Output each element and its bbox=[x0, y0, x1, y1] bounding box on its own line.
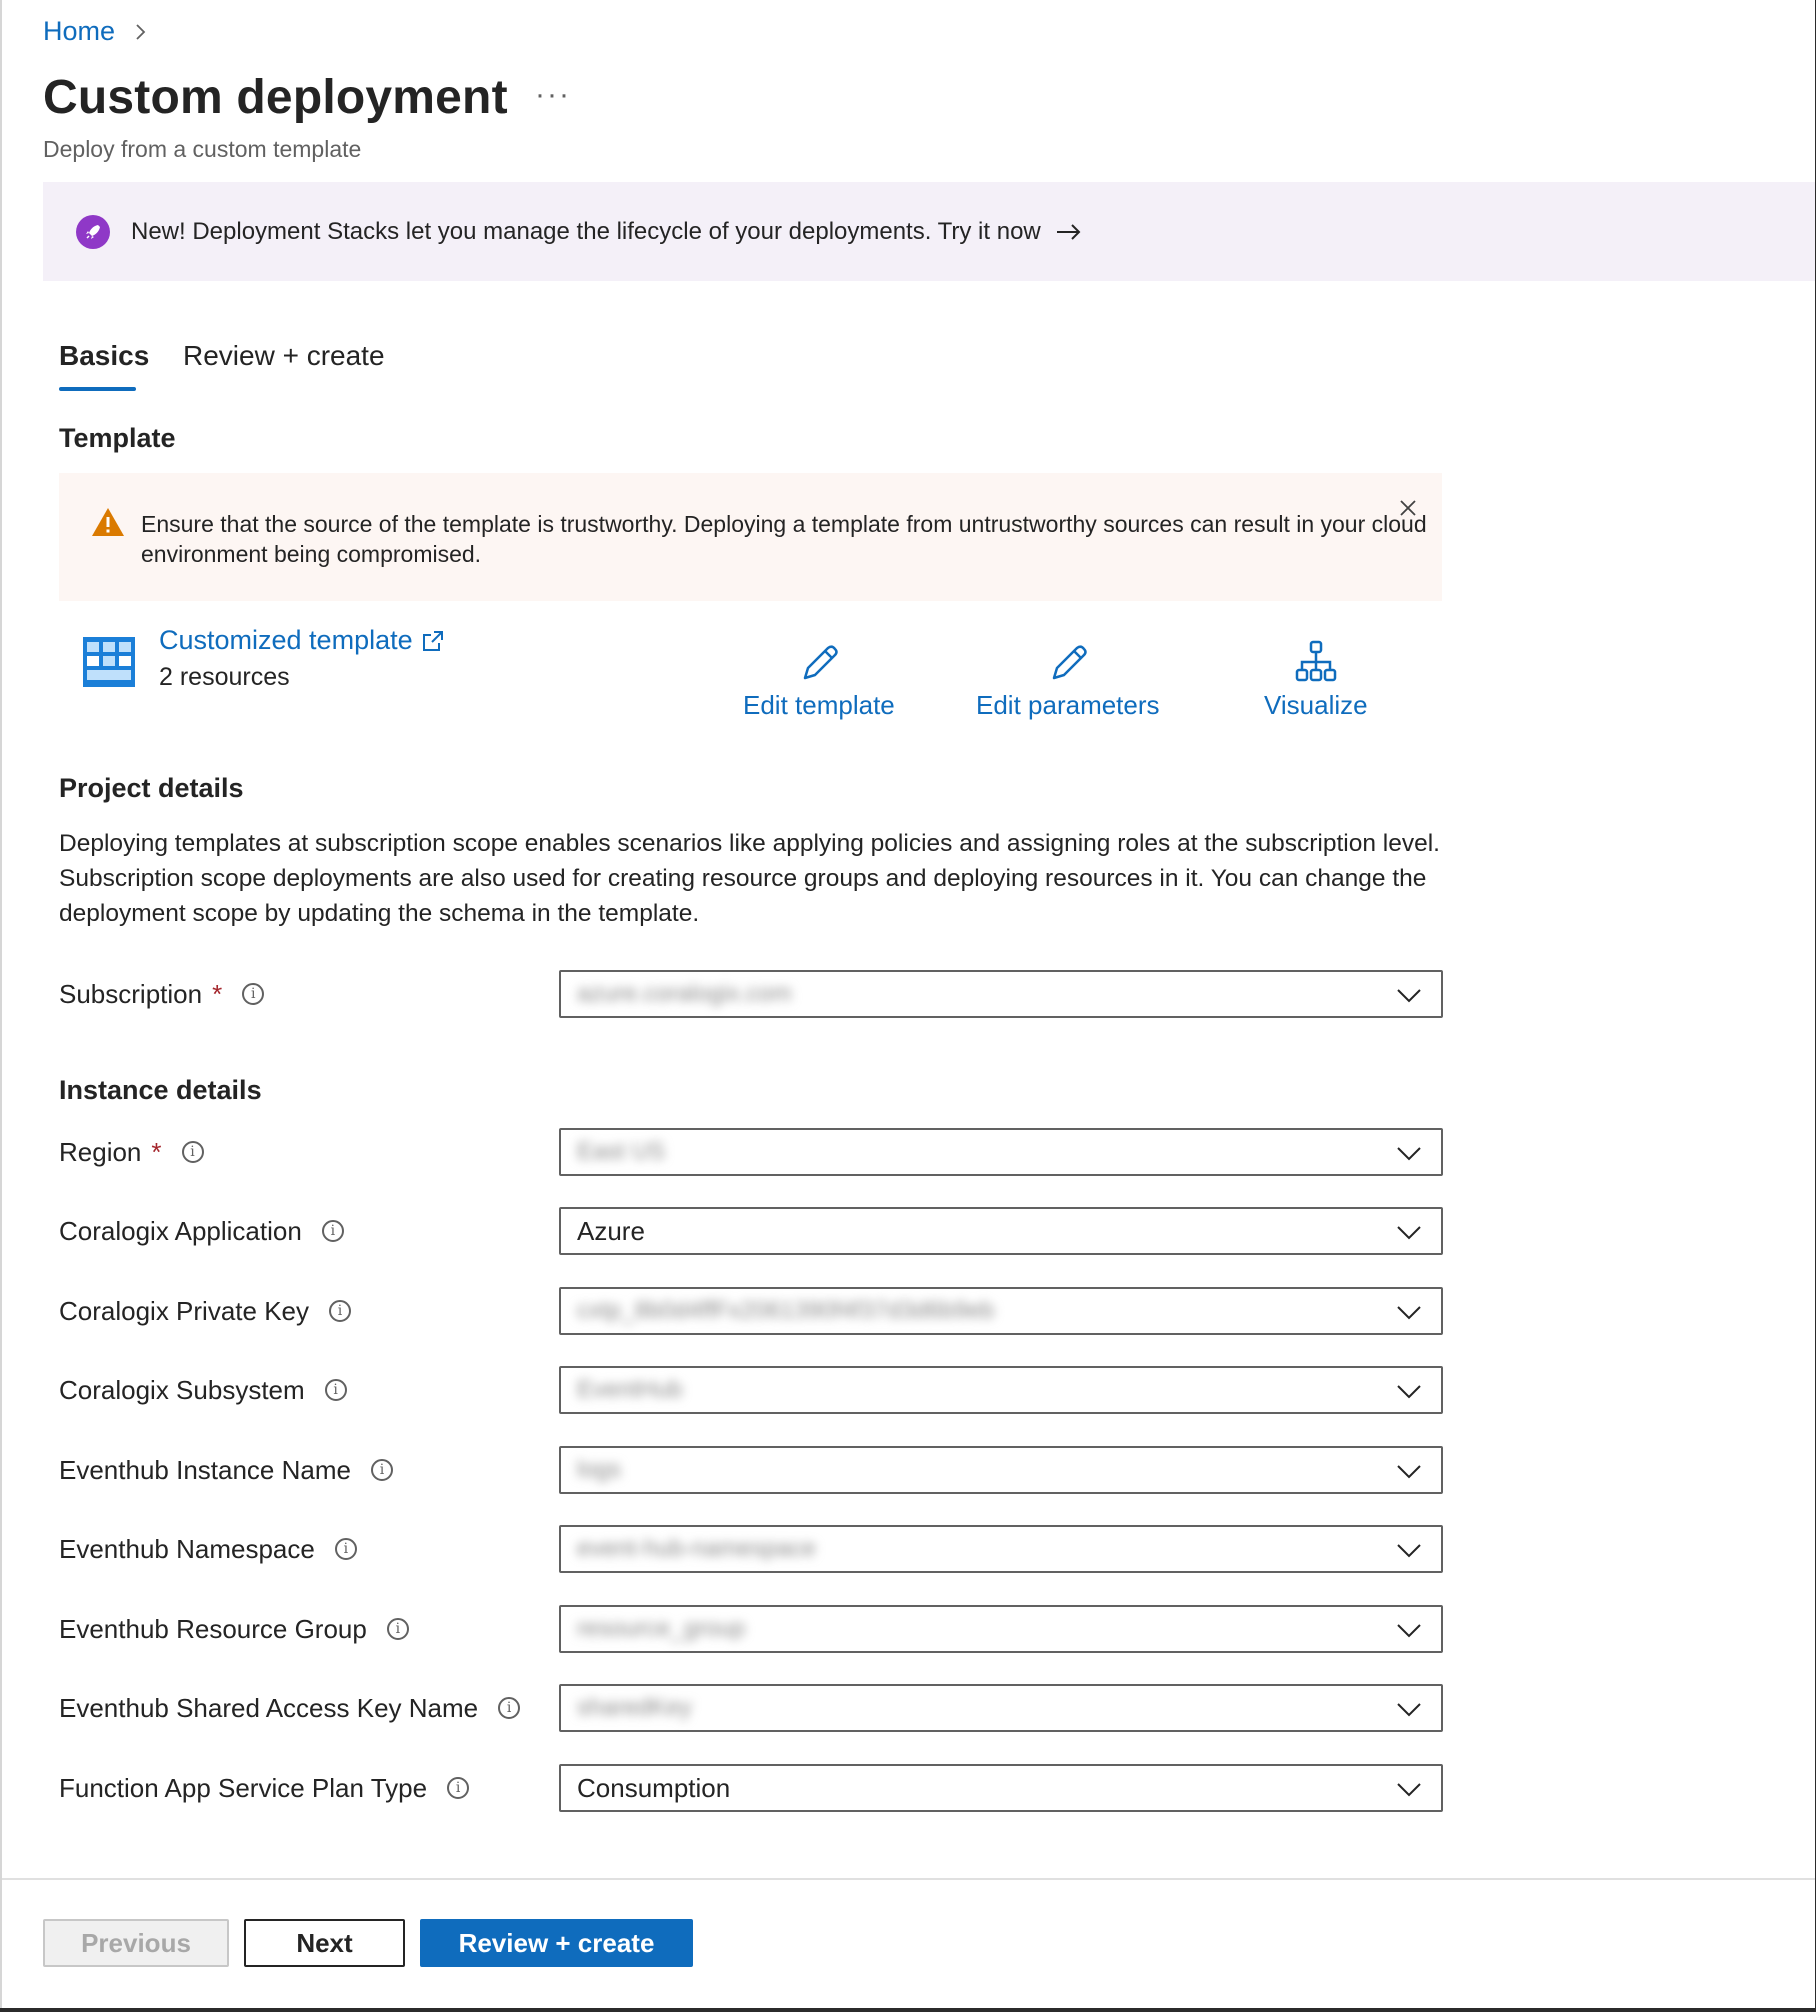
eventhub-instance-name-dropdown[interactable] bbox=[559, 1446, 1443, 1494]
subscription-label bbox=[59, 970, 264, 1018]
tab-review-create[interactable]: Review + create bbox=[183, 340, 385, 371]
chevron-right-icon bbox=[129, 21, 151, 43]
eventhub-resource-group-value: resource_group bbox=[577, 1615, 746, 1642]
warning-icon bbox=[91, 507, 125, 537]
template-heading: Template bbox=[59, 423, 176, 453]
edit-parameters-button[interactable] bbox=[976, 640, 1160, 721]
tab-basics[interactable]: Basics bbox=[59, 340, 150, 371]
active-tab-indicator bbox=[59, 387, 136, 391]
edit-parameters-label: Edit parameters bbox=[976, 690, 1160, 720]
visualize-label: Visualize bbox=[1264, 690, 1368, 720]
info-icon[interactable]: i bbox=[447, 1777, 469, 1799]
visualize-button[interactable] bbox=[1264, 640, 1368, 721]
close-icon[interactable] bbox=[1397, 497, 1419, 519]
chevron-down-icon bbox=[1395, 984, 1423, 1006]
template-warning bbox=[59, 473, 1442, 601]
subscription-label-text: Subscription bbox=[59, 978, 203, 1009]
chevron-down-icon bbox=[1395, 1460, 1423, 1482]
eventhub-namespace-value: event-hub-namespace bbox=[577, 1535, 816, 1562]
info-icon[interactable]: i bbox=[371, 1459, 393, 1481]
chevron-down-icon bbox=[1395, 1301, 1423, 1323]
hierarchy-icon bbox=[1292, 640, 1340, 684]
more-options-icon[interactable]: ··· bbox=[535, 78, 571, 111]
eventhub-shared-access-key-name-label-text: Eventhub Shared Access Key Name bbox=[59, 1692, 479, 1723]
region-label bbox=[59, 1128, 204, 1176]
coralogix-application-dropdown[interactable] bbox=[559, 1207, 1443, 1255]
info-icon[interactable]: i bbox=[387, 1618, 409, 1640]
chevron-down-icon bbox=[1395, 1778, 1423, 1800]
function-app-service-plan-type-label bbox=[59, 1764, 469, 1812]
required-asterisk: * bbox=[212, 978, 223, 1009]
chevron-down-icon bbox=[1395, 1142, 1423, 1164]
pencil-icon bbox=[1044, 640, 1092, 684]
coralogix-application-label bbox=[59, 1207, 344, 1255]
info-icon[interactable]: i bbox=[329, 1300, 351, 1322]
region-dropdown[interactable] bbox=[559, 1128, 1443, 1176]
eventhub-shared-access-key-name-dropdown[interactable] bbox=[559, 1684, 1443, 1732]
eventhub-instance-name-label bbox=[59, 1446, 393, 1494]
region-value: East US bbox=[577, 1138, 666, 1165]
coralogix-subsystem-label bbox=[59, 1366, 347, 1414]
review-create-button[interactable]: Review + create bbox=[420, 1919, 693, 1967]
chevron-down-icon bbox=[1395, 1221, 1423, 1243]
external-link-icon bbox=[421, 629, 445, 653]
eventhub-instance-name-label-text: Eventhub Instance Name bbox=[59, 1454, 351, 1485]
function-app-service-plan-type-value: Consumption bbox=[577, 1772, 731, 1803]
page-subtitle: Deploy from a custom template bbox=[43, 136, 362, 162]
coralogix-subsystem-value: EventHub bbox=[577, 1376, 683, 1403]
customized-template-label: Customized template bbox=[159, 625, 413, 655]
eventhub-instance-name-value: logs bbox=[577, 1456, 622, 1483]
page-title: Custom deployment bbox=[43, 71, 508, 124]
chevron-down-icon bbox=[1395, 1380, 1423, 1402]
warning-text: Ensure that the source of the template is trustworthy. Deploying a template from untrustworthy sources can result in your cloud environment being compromised. bbox=[141, 511, 1427, 567]
coralogix-private-key-dropdown[interactable] bbox=[559, 1287, 1443, 1335]
next-button[interactable]: Next bbox=[244, 1919, 405, 1967]
function-app-service-plan-type-dropdown[interactable] bbox=[559, 1764, 1443, 1812]
subscription-dropdown[interactable] bbox=[559, 970, 1443, 1018]
deployment-stacks-banner[interactable] bbox=[43, 182, 1815, 281]
project-details-heading: Project details bbox=[59, 773, 244, 803]
eventhub-resource-group-dropdown[interactable] bbox=[559, 1605, 1443, 1653]
chevron-down-icon bbox=[1395, 1539, 1423, 1561]
arrow-right-icon[interactable] bbox=[1055, 222, 1083, 242]
eventhub-resource-group-label bbox=[59, 1605, 409, 1653]
coralogix-subsystem-label-text: Coralogix Subsystem bbox=[59, 1374, 305, 1405]
breadcrumb bbox=[43, 16, 151, 47]
required-asterisk: * bbox=[151, 1136, 162, 1167]
template-icon bbox=[81, 634, 137, 690]
breadcrumb-home-link[interactable]: Home bbox=[43, 16, 116, 46]
eventhub-namespace-label-text: Eventhub Namespace bbox=[59, 1533, 315, 1564]
eventhub-namespace-dropdown[interactable] bbox=[559, 1525, 1443, 1573]
rocket-icon bbox=[76, 215, 110, 249]
coralogix-private-key-label-text: Coralogix Private Key bbox=[59, 1295, 309, 1326]
region-label-text: Region bbox=[59, 1136, 142, 1167]
eventhub-shared-access-key-name-label bbox=[59, 1684, 520, 1732]
instance-details-heading: Instance details bbox=[59, 1075, 262, 1105]
info-icon[interactable]: i bbox=[498, 1697, 520, 1719]
coralogix-private-key-value: cxtp_8b0d4ffFx2061390f4f37d3d6b9eb bbox=[577, 1297, 995, 1324]
info-icon[interactable]: i bbox=[322, 1220, 344, 1242]
pencil-icon bbox=[795, 640, 843, 684]
customized-template-link[interactable] bbox=[159, 625, 445, 656]
resource-count: 2 resources bbox=[159, 663, 290, 691]
coralogix-subsystem-dropdown[interactable] bbox=[559, 1366, 1443, 1414]
footer-divider bbox=[2, 1878, 1815, 1880]
edit-template-label: Edit template bbox=[743, 690, 895, 720]
chevron-down-icon bbox=[1395, 1619, 1423, 1641]
function-app-service-plan-type-label-text: Function App Service Plan Type bbox=[59, 1772, 428, 1803]
coralogix-application-label-text: Coralogix Application bbox=[59, 1215, 302, 1246]
info-icon[interactable]: i bbox=[335, 1538, 357, 1560]
info-icon[interactable]: i bbox=[325, 1379, 347, 1401]
subscription-value: azure.coralogix.com bbox=[577, 980, 792, 1007]
coralogix-application-value: Azure bbox=[577, 1215, 645, 1246]
coralogix-private-key-label bbox=[59, 1287, 351, 1335]
info-icon[interactable]: i bbox=[182, 1141, 204, 1163]
project-details-description: Deploying templates at subscription scope enables scenarios like applying policies and assigning roles at the subscription level. Subscription scope deployments are also used for creating resource groups and deploying resources in it. You can change the deployment scope by updating the schema in the template. bbox=[59, 830, 1440, 927]
eventhub-shared-access-key-name-value: sharedKey bbox=[577, 1694, 692, 1721]
previous-button[interactable]: Previous bbox=[43, 1919, 229, 1967]
banner-text: New! Deployment Stacks let you manage the lifecycle of your deployments. Try it now bbox=[131, 217, 1041, 245]
edit-template-button[interactable] bbox=[743, 640, 895, 721]
eventhub-namespace-label bbox=[59, 1525, 357, 1573]
info-icon[interactable]: i bbox=[242, 983, 264, 1005]
chevron-down-icon bbox=[1395, 1698, 1423, 1720]
eventhub-resource-group-label-text: Eventhub Resource Group bbox=[59, 1613, 367, 1644]
